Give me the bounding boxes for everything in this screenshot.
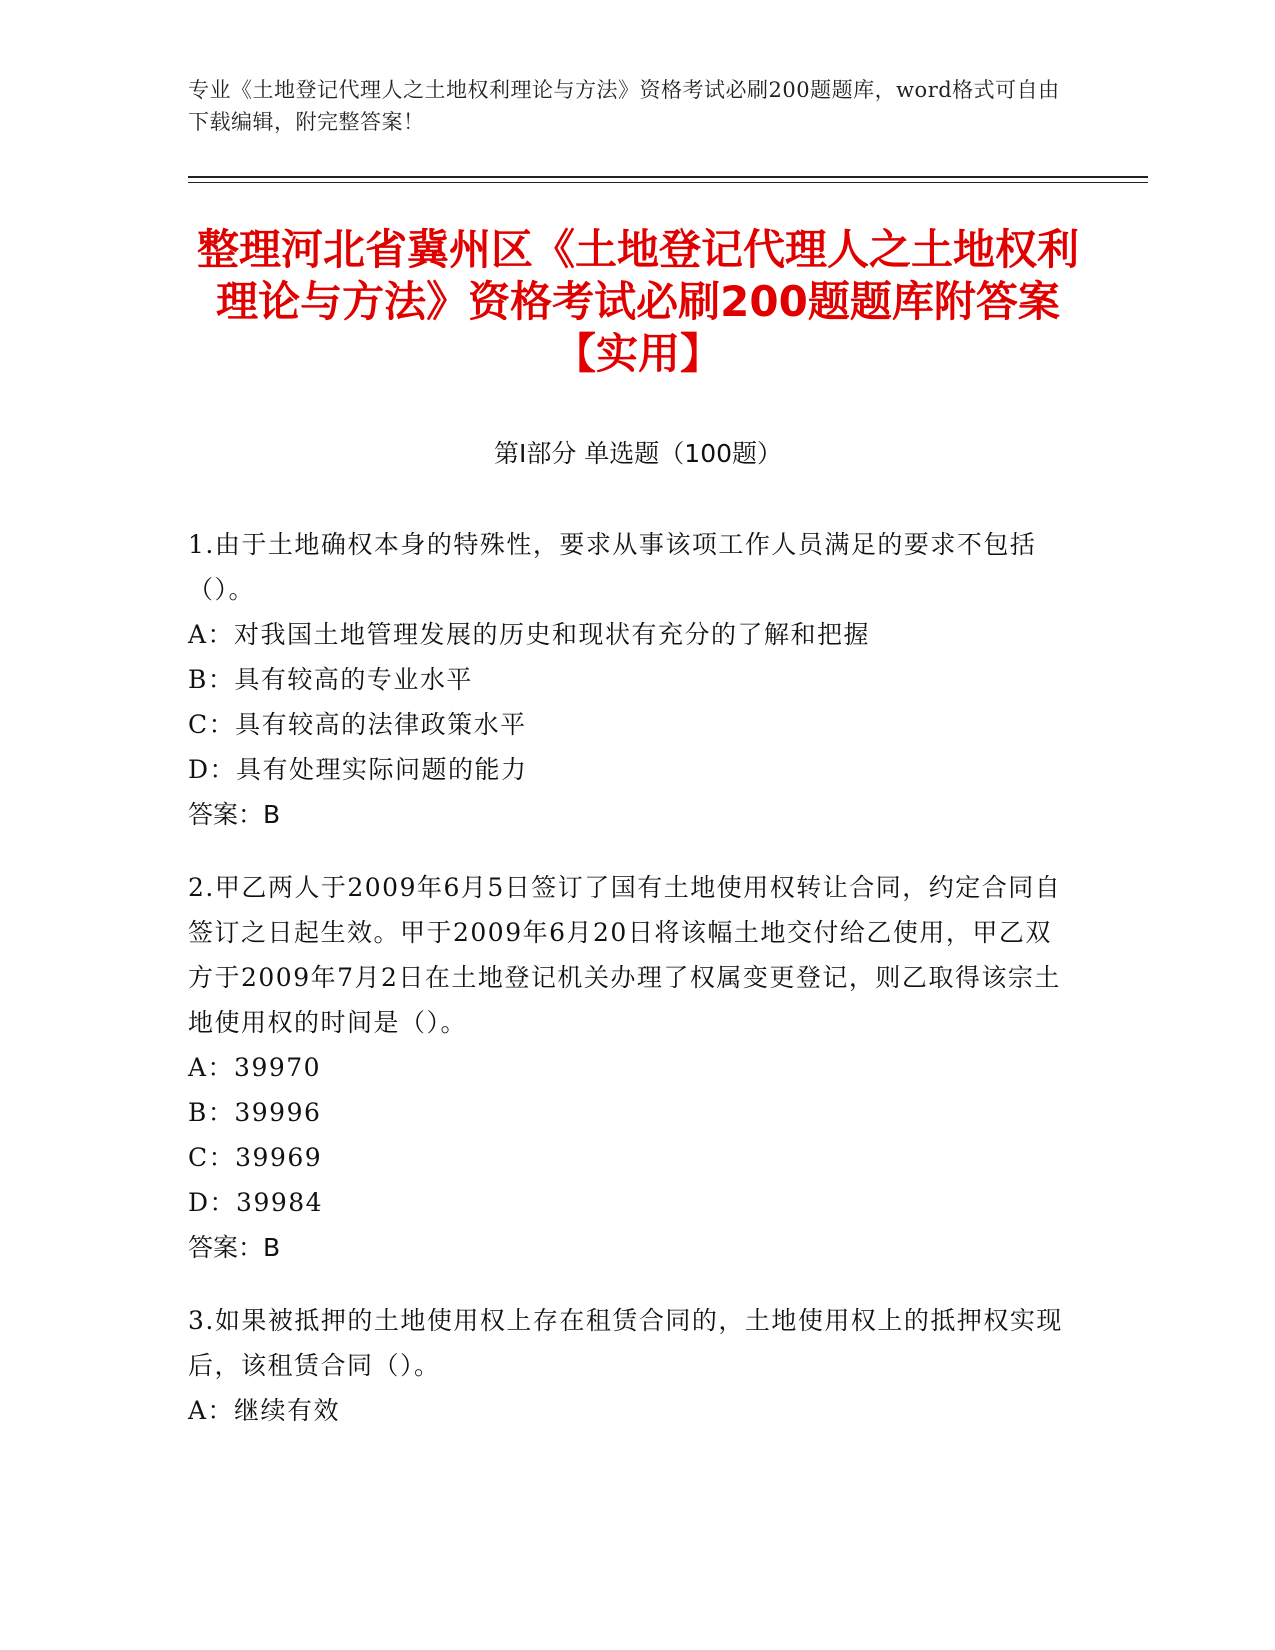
header-note: 专业《土地登记代理人之土地权利理论与方法》资格考试必刷200题题库，word格式可自由下载编辑，附完整答案！ bbox=[188, 78, 1060, 134]
option-a: A：对我国土地管理发展的历史和现状有充分的了解和把握 bbox=[188, 620, 871, 649]
question-stem: 1.由于土地确权本身的特殊性，要求从事该项工作人员满足的要求不包括（）。 bbox=[188, 530, 1037, 604]
option-c: C：具有较高的法律政策水平 bbox=[188, 710, 527, 739]
question-3 bbox=[188, 1298, 1068, 1433]
question-2 bbox=[188, 865, 1068, 1270]
question-1 bbox=[188, 522, 1068, 837]
header-divider-thick bbox=[188, 176, 1148, 178]
answer-text: 答案：B bbox=[188, 1233, 281, 1262]
header-divider-thin bbox=[188, 182, 1148, 183]
option-d: D：39984 bbox=[188, 1188, 324, 1217]
option-a: A：继续有效 bbox=[188, 1396, 341, 1425]
document-title: 整理河北省冀州区《土地登记代理人之土地权利理论与方法》资格考试必刷200题题库附答案【实用】 bbox=[196, 225, 1079, 378]
option-d: D：具有处理实际问题的能力 bbox=[188, 755, 528, 784]
option-b: B：具有较高的专业水平 bbox=[188, 665, 473, 694]
option-b: B：39996 bbox=[188, 1098, 322, 1127]
option-c: C：39969 bbox=[188, 1143, 323, 1172]
question-stem: 2.甲乙两人于2009年6月5日签订了国有土地使用权转让合同，约定合同自签订之日起生效。甲于2009年6月20日将该幅土地交付给乙使用，甲乙双方于2009年7月2日在土地登记机关办理了权属变更登记，则乙取得该宗土地使用权的时间是（）。 bbox=[188, 873, 1062, 1037]
answer-text: 答案：B bbox=[188, 800, 281, 829]
section-title: 第Ⅰ部分 单选题（100题） bbox=[493, 439, 783, 468]
option-a: A：39970 bbox=[188, 1053, 322, 1082]
question-list bbox=[188, 522, 1068, 1461]
question-stem: 3.如果被抵押的土地使用权上存在租赁合同的，土地使用权上的抵押权实现后，该租赁合同（）。 bbox=[188, 1306, 1063, 1380]
